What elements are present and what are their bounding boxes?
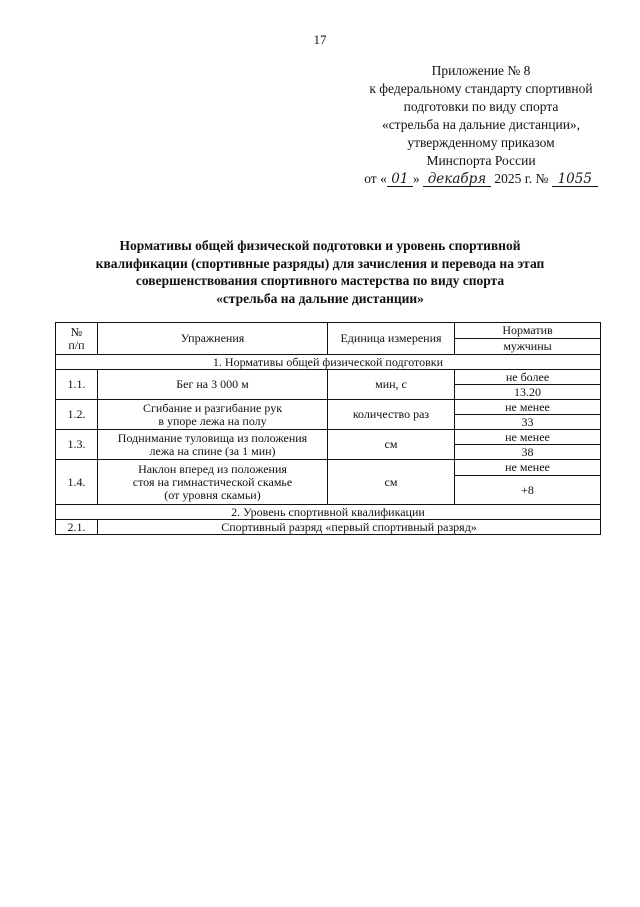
rank-row-num: 2.1.	[56, 520, 98, 535]
row-num: 1.1.	[56, 370, 98, 400]
date-quote: »	[412, 171, 420, 186]
appendix-line: Приложение № 8	[431, 63, 531, 78]
title-line: квалификации (спортивные разряды) для зачисления и перевода на этап	[95, 255, 545, 271]
row-qualifier: не менее	[455, 460, 601, 476]
header-num: № п/п	[56, 323, 98, 355]
date-day-handwritten: 01	[387, 172, 413, 187]
norms-table	[55, 322, 601, 535]
appendix-line: Минспорта России	[426, 153, 536, 168]
title-line: «стрельба на дальние дистанции»	[216, 290, 424, 306]
date-year: 2025 г. №	[494, 171, 549, 186]
section-header: 1. Нормативы общей физической подготовки	[56, 355, 601, 370]
appendix-date-line	[350, 170, 612, 188]
row-qualifier: не менее	[455, 430, 601, 445]
header-unit: Единица измерения	[328, 323, 455, 355]
row-exercise: Наклон вперед из положения стоя на гимнастической скамье (от уровня скамьи)	[98, 460, 328, 505]
row-exercise: Поднимание туловища из положения лежа на спине (за 1 мин)	[98, 430, 328, 460]
header-gender: мужчины	[455, 339, 601, 355]
appendix-line: к федеральному стандарту спортивной	[369, 81, 593, 96]
appendix-line: утвержденному приказом	[407, 135, 555, 150]
row-value: 13.20	[455, 385, 601, 400]
order-number-handwritten: 1055	[552, 172, 598, 187]
header-exercise: Упражнения	[98, 323, 328, 355]
title-line: совершенствования спортивного мастерства по виду спорта	[135, 273, 505, 288]
row-num: 1.4.	[56, 460, 98, 505]
rank-row-text: Спортивный разряд «первый спортивный разряд»	[98, 520, 601, 535]
appendix-block	[350, 62, 612, 188]
date-prefix: от «	[364, 171, 387, 186]
document-title	[60, 237, 580, 307]
row-value: 33	[455, 415, 601, 430]
row-unit: см	[328, 460, 455, 505]
appendix-line: подготовки по виду спорта	[403, 99, 559, 114]
section-header: 2. Уровень спортивной квалификации	[56, 505, 601, 520]
row-num: 1.3.	[56, 430, 98, 460]
row-qualifier: не менее	[455, 400, 601, 415]
row-num: 1.2.	[56, 400, 98, 430]
title-line: Нормативы общей физической подготовки и уровень спортивной	[119, 238, 521, 253]
row-value: +8	[455, 476, 601, 505]
date-month-handwritten: декабря	[423, 172, 491, 187]
header-norm: Норматив	[455, 323, 601, 339]
row-qualifier: не более	[455, 370, 601, 385]
row-value: 38	[455, 445, 601, 460]
row-unit: см	[328, 430, 455, 460]
appendix-line: «стрельба на дальние дистанции»,	[381, 117, 581, 132]
row-unit: количество раз	[328, 400, 455, 430]
row-exercise: Сгибание и разгибание рук в упоре лежа на полу	[98, 400, 328, 430]
row-exercise: Бег на 3 000 м	[98, 370, 328, 400]
page-number: 17	[313, 32, 327, 47]
row-unit: мин, с	[328, 370, 455, 400]
